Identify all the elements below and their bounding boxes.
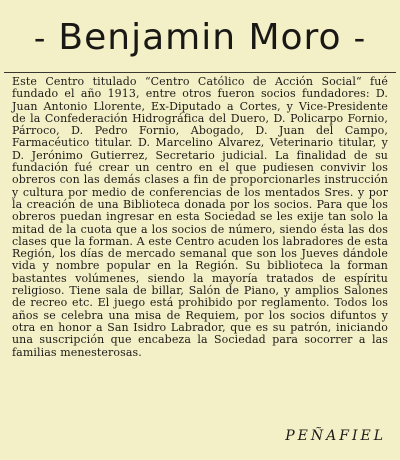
article-paragraph: Este Centro titulado “Centro Católico de Acción Social“ fué fundado el año 1913, entre otros fueron socios fundadores: D. Juan Antonio Llorente, Ex-Diputado a Cortes, y Vice-Presidente de la Confederación Hidrográfica del Duero, D. Policarpo Fornio, Párroco, D. Pedro Fornio, Abogado, D. Juan del Campo, Farmacéutico titular. D. Marcelino Alvarez, Veterinario titular, y D. Jerónimo Gutierrez, Secretario judicial. La finalidad de su fundación fué crear un centro en el que pudiesen convivir los obreros con las demás clases a fin de proporcionarles instrucción y cultura por medio de conferencias de los mentados Sres. y por la creación de una Biblioteca donada por los socios. Para que los obreros puedan ingresar en esta Sociedad se les exije tan solo la mitad de la cuota que a los socios de número, siendo ésta las dos clases que la forman. A este Centro acuden los labradores de esta Región, los días de mercado semanal que son los Jueves dándole vida y nombre popular en la Región. Su biblioteca la forman bastantes volúmenes, siendo la mayoría tratados de espíritu religioso. Tiene sala de billar, Salón de Piano, y amplios Salones de recreo etc. El juego está prohibido por reglamento. Todos los años se celebra una misa de Requiem, por los socios difuntos y otra en honor a San Isidro Labrador, que es su patrón, iniciando una suscripción que encabeza la Sociedad para socorrer a las familias menesterosas. [12,75,388,359]
page-title [0,18,400,58]
title-dash-left: - [33,19,47,57]
title-dash-right: - [353,19,367,57]
title-name: Benjamin Moro [58,17,342,58]
title-divider [4,72,396,73]
article-body [12,76,388,359]
signature: PEÑAFIEL [285,428,386,444]
